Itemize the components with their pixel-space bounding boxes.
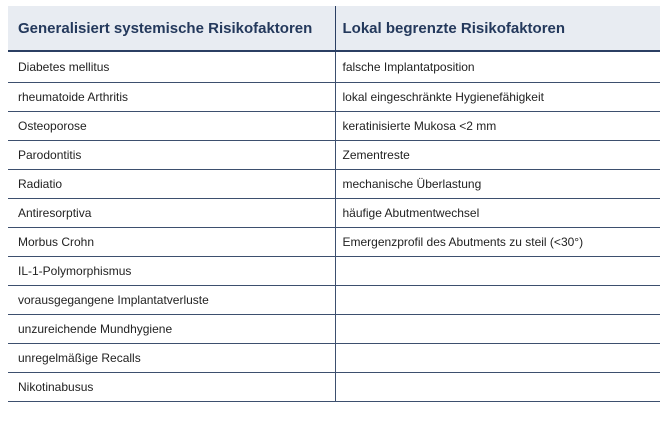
cell-local bbox=[335, 257, 660, 286]
cell-systemic: Antiresorptiva bbox=[8, 199, 335, 228]
header-systemic: Generalisiert systemische Risikofaktoren bbox=[8, 6, 335, 51]
cell-systemic: vorausgegangene Implantatverluste bbox=[8, 286, 335, 315]
table-body bbox=[8, 51, 660, 402]
table-row bbox=[8, 315, 660, 344]
table-row bbox=[8, 257, 660, 286]
header-row bbox=[8, 6, 660, 51]
risk-factor-table bbox=[8, 6, 660, 402]
cell-systemic: Nikotinabusus bbox=[8, 373, 335, 402]
cell-systemic: Parodontitis bbox=[8, 141, 335, 170]
cell-local: keratinisierte Mukosa <2 mm bbox=[335, 112, 660, 141]
cell-local: lokal eingeschränkte Hygienefähigkeit bbox=[335, 83, 660, 112]
cell-systemic: unregelmäßige Recalls bbox=[8, 344, 335, 373]
cell-systemic: IL-1-Polymorphismus bbox=[8, 257, 335, 286]
table-row bbox=[8, 112, 660, 141]
table-row bbox=[8, 373, 660, 402]
table-row bbox=[8, 344, 660, 373]
cell-local: Emergenzprofil des Abutments zu steil (<30°) bbox=[335, 228, 660, 257]
cell-local: mechanische Überlastung bbox=[335, 170, 660, 199]
cell-local: häufige Abutmentwechsel bbox=[335, 199, 660, 228]
cell-systemic: Osteoporose bbox=[8, 112, 335, 141]
cell-local bbox=[335, 286, 660, 315]
cell-systemic: rheumatoide Arthritis bbox=[8, 83, 335, 112]
cell-systemic: Radiatio bbox=[8, 170, 335, 199]
table-header bbox=[8, 6, 660, 51]
table-row bbox=[8, 141, 660, 170]
cell-systemic: Diabetes mellitus bbox=[8, 51, 335, 83]
header-local: Lokal begrenzte Risikofaktoren bbox=[335, 6, 660, 51]
table-row bbox=[8, 199, 660, 228]
cell-local bbox=[335, 373, 660, 402]
cell-systemic: unzureichende Mundhygiene bbox=[8, 315, 335, 344]
cell-systemic: Morbus Crohn bbox=[8, 228, 335, 257]
cell-local: Zementreste bbox=[335, 141, 660, 170]
table-row bbox=[8, 170, 660, 199]
cell-local bbox=[335, 344, 660, 373]
cell-local bbox=[335, 315, 660, 344]
cell-local: falsche Implantatposition bbox=[335, 51, 660, 83]
risk-factor-table-container bbox=[8, 6, 660, 416]
table-row bbox=[8, 83, 660, 112]
table-row bbox=[8, 51, 660, 83]
table-row bbox=[8, 228, 660, 257]
table-row bbox=[8, 286, 660, 315]
